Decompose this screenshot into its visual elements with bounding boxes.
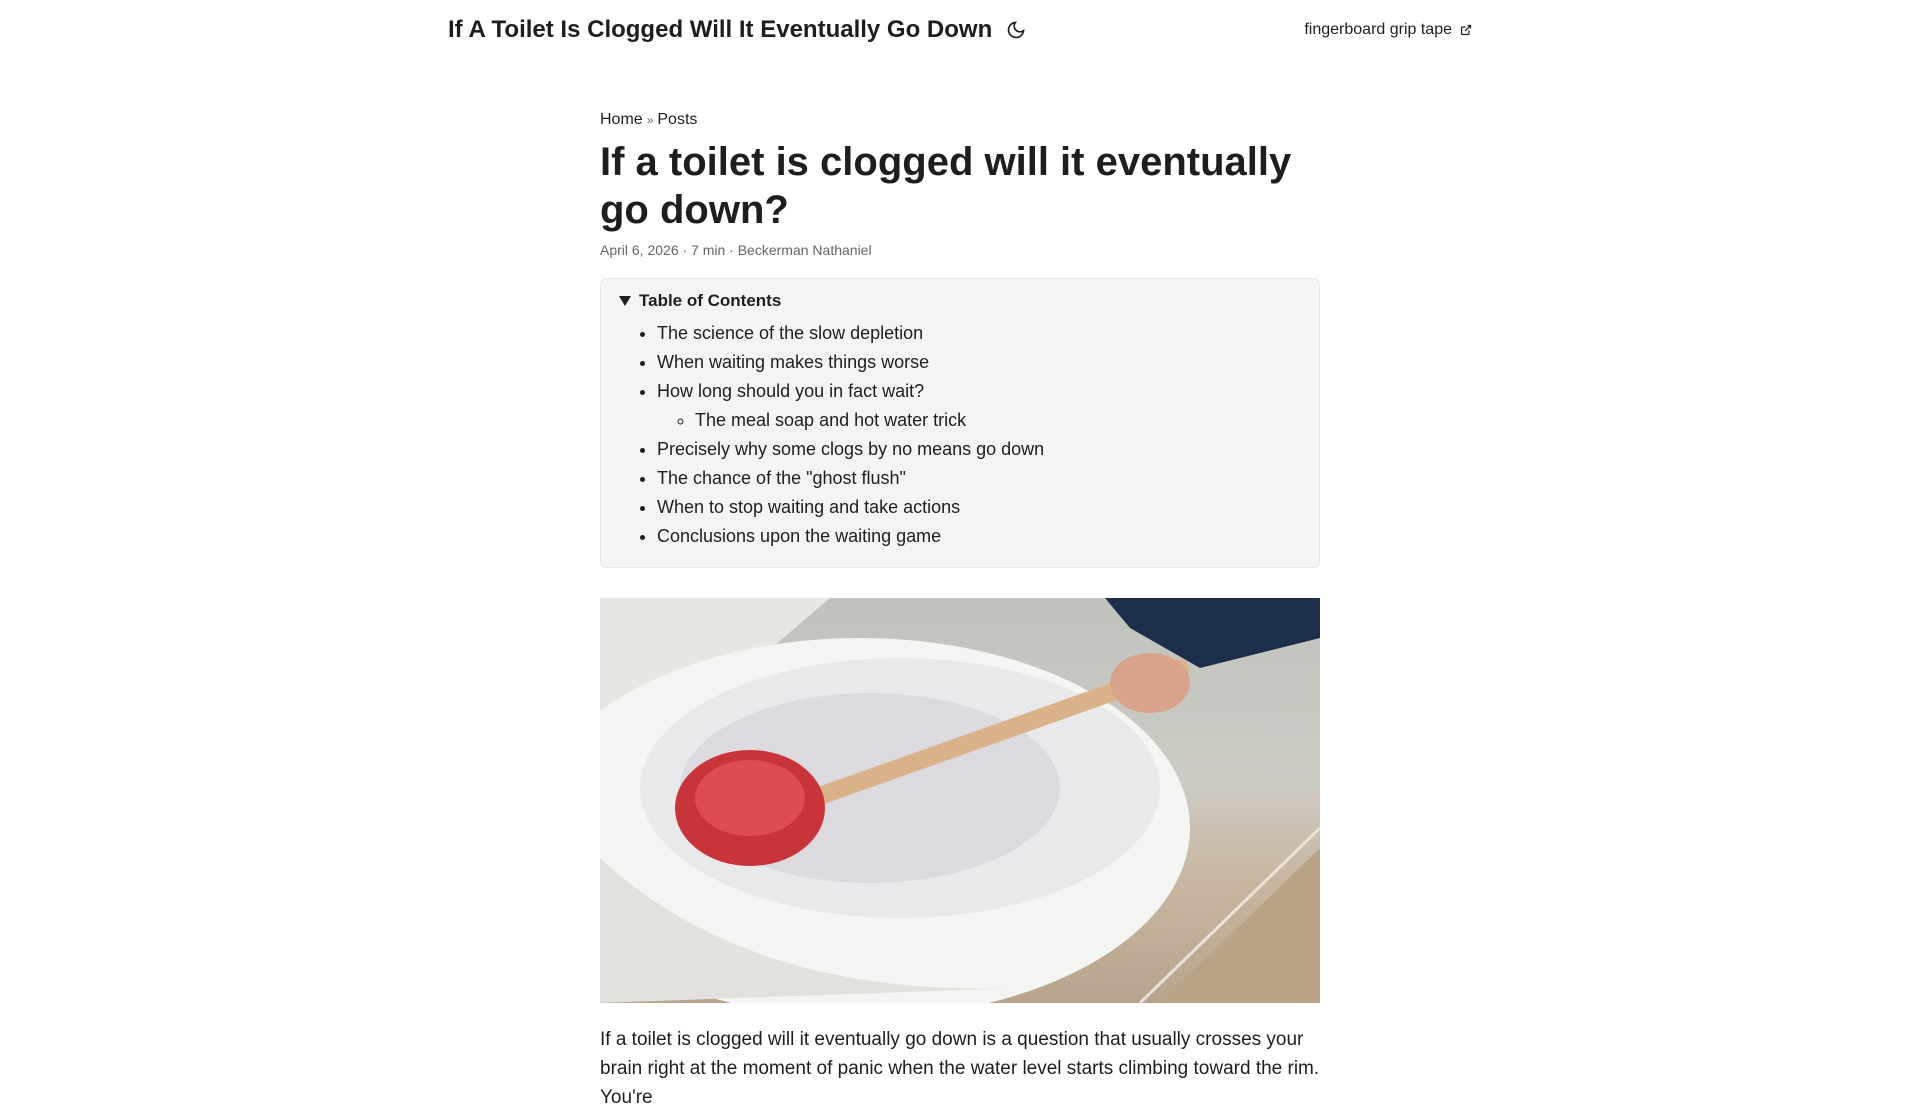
site-header: [448, 0, 1472, 60]
toc-label: Table of Contents: [639, 291, 782, 310]
cover-image: [600, 598, 1320, 1003]
toc-subitem[interactable]: The meal soap and hot water trick: [695, 410, 967, 430]
site-title-link[interactable]: If A Toilet Is Clogged Will It Eventually Go Down: [448, 16, 993, 43]
toc-item[interactable]: The science of the slow depletion: [657, 323, 924, 343]
post-meta: April 6, 2026 · 7 min · Beckerman Nathaniel: [600, 242, 872, 258]
moon-icon[interactable]: [1006, 20, 1026, 40]
toc-item[interactable]: When waiting makes things worse: [657, 352, 930, 372]
toilet-plunger-illustration: [600, 598, 1320, 1003]
breadcrumb-posts[interactable]: Posts: [657, 111, 698, 128]
toc-item[interactable]: Conclusions upon the waiting game: [657, 526, 942, 546]
external-link-label: fingerboard grip tape: [1304, 21, 1452, 38]
toc-item[interactable]: The chance of the "ghost flush": [657, 468, 906, 488]
triangle-down-icon: [619, 296, 631, 306]
toc-item[interactable]: Precisely why some clogs by no means go down: [657, 439, 1045, 459]
breadcrumb: [600, 108, 1320, 132]
toc-item[interactable]: How long should you in fact wait?: [657, 381, 925, 401]
toc-list: [619, 319, 1301, 551]
table-of-contents: [600, 278, 1320, 568]
post-content: [600, 108, 1320, 1112]
breadcrumb-separator: »: [646, 113, 654, 127]
toc-toggle[interactable]: [619, 291, 1301, 311]
external-link-icon: [1460, 24, 1472, 36]
page-title: If a toilet is clogged will it eventually go down?: [600, 140, 1292, 232]
intro-paragraph: If a toilet is clogged will it eventually go down is a question that usually crosses your brain right at the moment of panic when the water level starts climbing toward the rim. You're: [600, 1029, 1320, 1108]
site-logo: [448, 16, 1026, 44]
external-link[interactable]: [1304, 21, 1472, 39]
toc-item[interactable]: When to stop waiting and take actions: [657, 497, 961, 517]
breadcrumb-home[interactable]: Home: [600, 111, 643, 128]
